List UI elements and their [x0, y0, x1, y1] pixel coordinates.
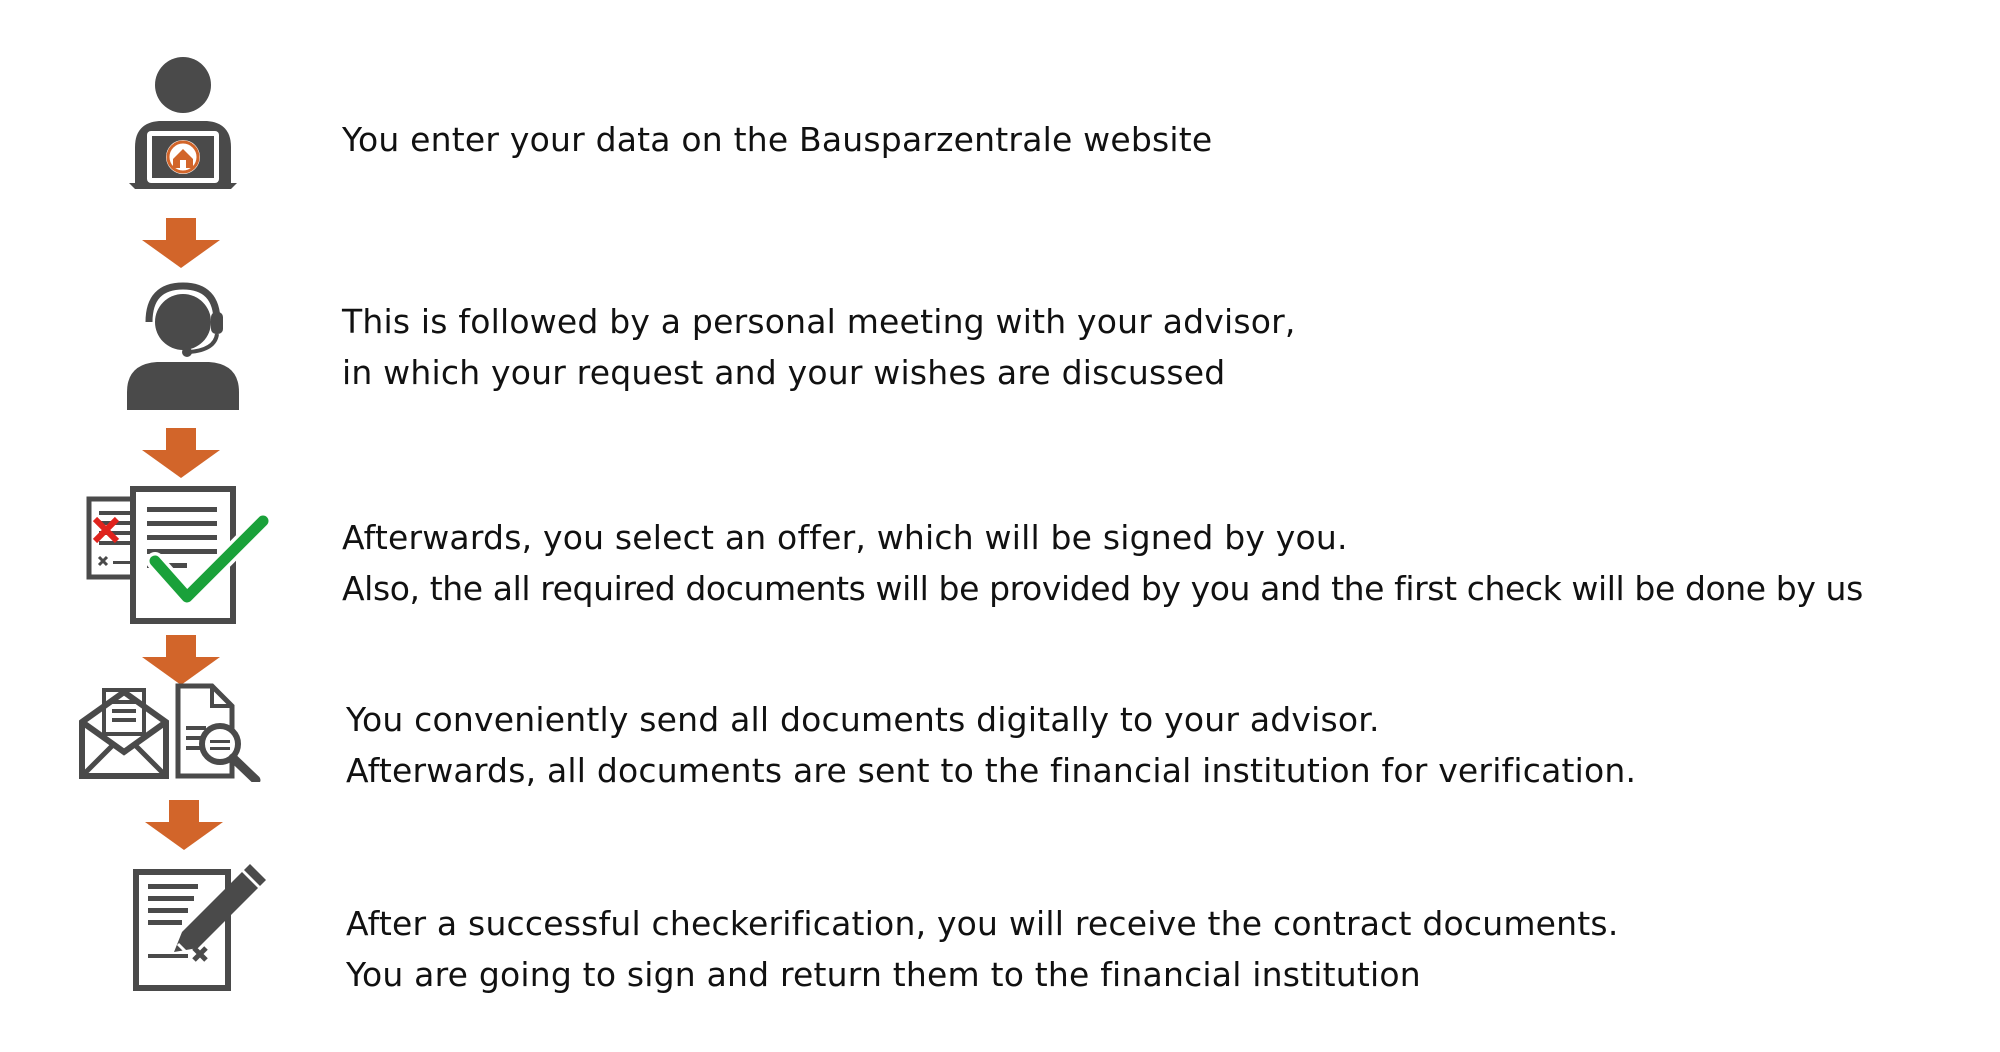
flow-arrow-2	[142, 428, 220, 478]
step-1-line-1: You enter your data on the Bausparzentrale website	[342, 120, 1213, 159]
step-3-line-2: Also, the all required documents will be provided by you and the first check will be done by us	[342, 569, 1863, 608]
envelope-document-search-icon	[78, 682, 268, 782]
contract-sign-icon	[130, 864, 270, 994]
step-2-text	[342, 296, 1296, 398]
step-3-line-1: Afterwards, you select an offer, which will be signed by you.	[342, 518, 1348, 557]
flow-arrow-4	[145, 800, 223, 850]
step-2-line-1: This is followed by a personal meeting with your advisor,	[342, 302, 1296, 341]
step-5-text	[346, 898, 1619, 1000]
step-1-text	[342, 114, 1212, 165]
document-check-icon	[85, 485, 275, 625]
flow-arrow-3	[142, 635, 220, 685]
step-4-line-2: Afterwards, all documents are sent to the financial institution for verification.	[346, 751, 1637, 790]
step-4-text	[346, 694, 1636, 796]
step-4-line-1: You conveniently send all documents digitally to your advisor.	[346, 700, 1380, 739]
step-5-line-2: You are going to sign and return them to the financial institution	[346, 955, 1421, 994]
person-laptop-icon	[125, 55, 245, 190]
step-5-line-1: After a successful checkerification, you will receive the contract documents.	[346, 904, 1619, 943]
advisor-headset-icon	[123, 280, 243, 415]
step-3-text	[342, 512, 1863, 614]
step-2-line-2: in which your request and your wishes are discussed	[342, 353, 1226, 392]
flow-arrow-1	[142, 218, 220, 268]
